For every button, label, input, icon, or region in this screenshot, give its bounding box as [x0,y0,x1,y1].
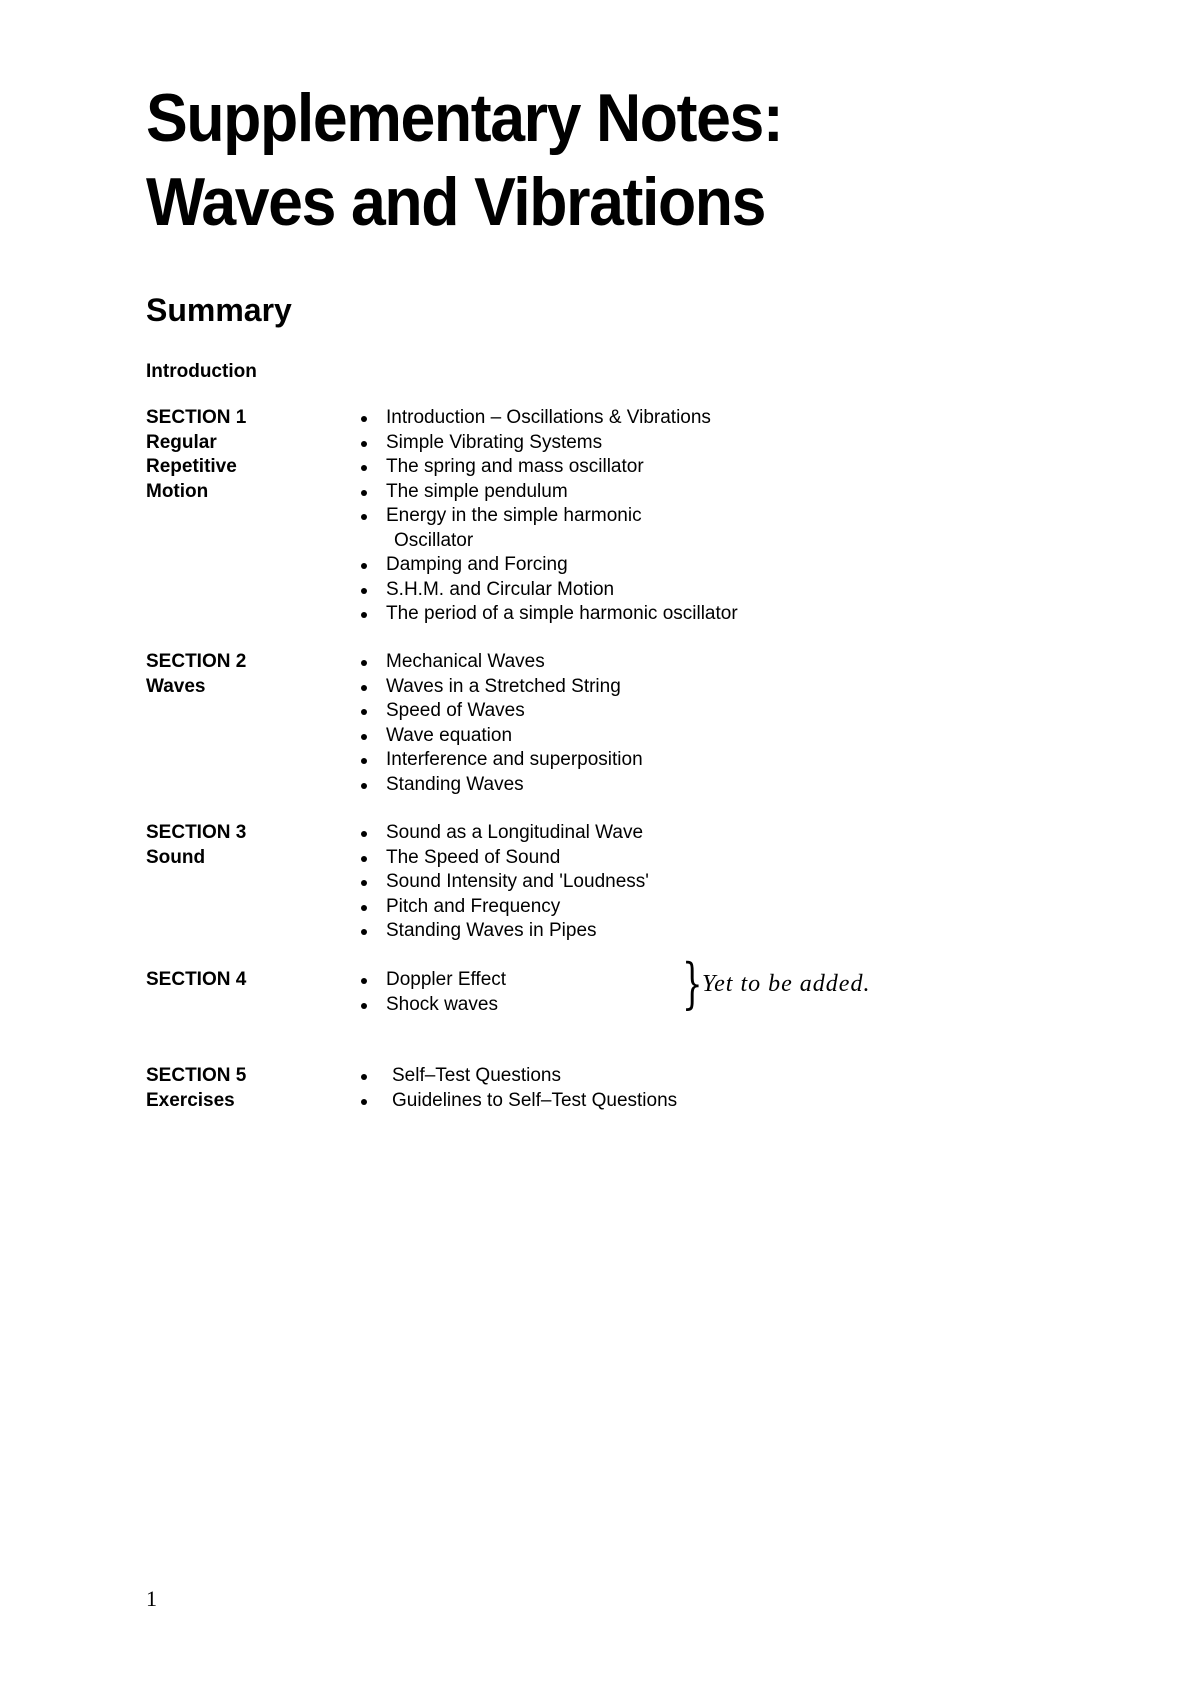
bullet-icon [361,416,367,422]
section-4-label-line: SECTION 4 [146,969,247,990]
list-item: Pitch and Frequency [358,895,649,920]
bullet-icon [361,1003,367,1009]
bullet-icon [361,465,367,471]
pending-note-text: Yet to be added. [702,970,871,997]
list-item: Self–Test Questions [358,1064,677,1089]
section-1-label-line: Repetitive [146,456,237,477]
summary-heading: Summary [146,292,292,328]
section-5-label [146,1064,346,1113]
section-1-label-line: Motion [146,480,209,502]
section-1-label-line: Regular [146,431,217,453]
section-1-topic-list [358,406,738,627]
title-line-2: Waves and Vibrations [146,164,766,240]
bullet-icon [361,758,367,764]
list-item: Shock waves [358,993,506,1018]
bullet-icon [361,856,367,862]
section-1-label [146,406,346,504]
list-item: Wave equation [358,724,643,749]
list-item: Guidelines to Self–Test Questions [358,1089,677,1114]
section-2-label [146,650,346,699]
list-item: Interference and superposition [358,748,643,773]
list-item: Standing Waves in Pipes [358,919,649,944]
list-item-continuation: Oscillator [394,529,474,551]
section-2-label-line: SECTION 2 [146,651,247,672]
list-item: Simple Vibrating Systems [358,431,738,456]
section-3-label [146,821,346,870]
bullet-icon [361,783,367,789]
list-item: The period of a simple harmonic oscillator [358,602,738,627]
section-1-label-line: SECTION 1 [146,407,247,428]
list-item: Introduction – Oscillations & Vibrations [358,406,738,431]
list-item: The simple pendulum [358,480,738,505]
bullet-icon [361,514,367,520]
list-item: Doppler Effect [358,968,506,993]
bullet-icon [361,709,367,715]
bullet-icon [361,588,367,594]
introduction-label: Introduction [146,361,257,382]
bullet-icon [361,905,367,911]
list-item: Damping and Forcing [358,553,738,578]
document-title [146,76,782,244]
bullet-icon [361,612,367,618]
bullet-icon [361,563,367,569]
list-item: The spring and mass oscillator [358,455,738,480]
bullet-icon [361,831,367,837]
list-item: Energy in the simple harmonic Oscillator [358,504,738,553]
title-line-1: Supplementary Notes: [146,80,783,156]
bullet-icon [361,1099,367,1105]
list-item: S.H.M. and Circular Motion [358,578,738,603]
bullet-icon [361,880,367,886]
bullet-icon [361,660,367,666]
section-2-topic-list [358,650,643,797]
bullet-icon [361,1074,367,1080]
list-item: The Speed of Sound [358,846,649,871]
bullet-icon [361,685,367,691]
section-3-label-line: Sound [146,846,206,868]
section-3-label-line: SECTION 3 [146,822,247,843]
list-item: Sound Intensity and 'Loudness' [358,870,649,895]
section-5-label-line: SECTION 5 [146,1065,247,1086]
page-number: 1 [146,1586,157,1611]
bullet-icon [361,490,367,496]
section-5-label-line: Exercises [146,1089,235,1111]
right-brace-icon: } [682,952,703,1015]
section-4-label [146,968,346,993]
list-item: Speed of Waves [358,699,643,724]
list-item: Waves in a Stretched String [358,675,643,700]
list-item: Standing Waves [358,773,643,798]
list-item: Sound as a Longitudinal Wave [358,821,649,846]
pending-note [682,954,870,1014]
section-2-label-line: Waves [146,675,206,697]
section-4-topic-list [358,968,506,1017]
section-3-topic-list [358,821,649,944]
bullet-icon [361,441,367,447]
bullet-icon [361,929,367,935]
list-item: Mechanical Waves [358,650,643,675]
bullet-icon [361,978,367,984]
bullet-icon [361,734,367,740]
section-5-topic-list [358,1064,677,1113]
